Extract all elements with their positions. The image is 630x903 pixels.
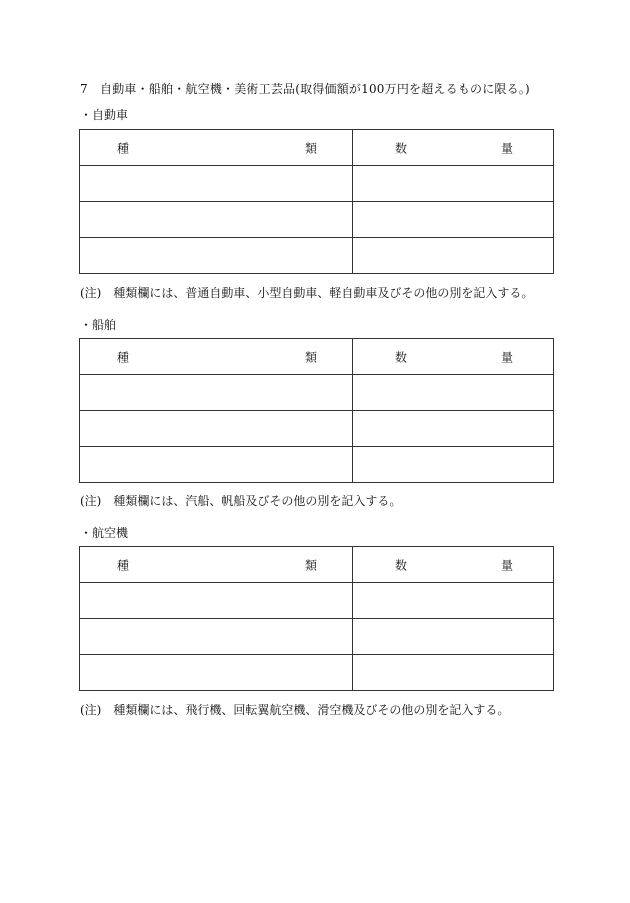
table-header-row bbox=[80, 547, 554, 583]
type-cell[interactable] bbox=[80, 619, 353, 655]
column-header-quantity-char-1: 数 bbox=[395, 350, 408, 364]
table-row bbox=[80, 238, 554, 274]
quantity-cell[interactable] bbox=[353, 166, 554, 202]
section-title-automobile: ・自動車 bbox=[80, 108, 129, 122]
table-row bbox=[80, 655, 554, 691]
column-header-type-char-2: 類 bbox=[305, 350, 318, 364]
type-cell[interactable] bbox=[80, 583, 353, 619]
column-header-type-char-2: 類 bbox=[305, 558, 318, 572]
section-title-ship: ・船舶 bbox=[80, 318, 117, 332]
column-header-type-char-1: 種 bbox=[117, 141, 130, 155]
type-cell[interactable] bbox=[80, 238, 353, 274]
quantity-cell[interactable] bbox=[353, 238, 554, 274]
column-header-type-char-1: 種 bbox=[117, 558, 130, 572]
ship-table bbox=[79, 338, 554, 483]
automobile-table bbox=[79, 129, 554, 274]
quantity-cell[interactable] bbox=[353, 202, 554, 238]
column-header-type-char-2: 類 bbox=[305, 141, 318, 155]
quantity-cell[interactable] bbox=[353, 655, 554, 691]
column-header-quantity-char-1: 数 bbox=[395, 558, 408, 572]
table-row bbox=[80, 202, 554, 238]
aircraft-table bbox=[79, 546, 554, 691]
quantity-cell[interactable] bbox=[353, 375, 554, 411]
note-aircraft: (注) 種類欄には、飛行機、回転翼航空機、滑空機及びその他の別を記入する。 bbox=[80, 703, 510, 717]
column-header-quantity bbox=[353, 130, 554, 166]
table-row bbox=[80, 411, 554, 447]
section-title-aircraft: ・航空機 bbox=[80, 526, 129, 540]
type-cell[interactable] bbox=[80, 411, 353, 447]
table-header-row bbox=[80, 130, 554, 166]
column-header-quantity-char-1: 数 bbox=[395, 141, 408, 155]
table-header-row bbox=[80, 339, 554, 375]
column-header-type bbox=[80, 339, 353, 375]
quantity-cell[interactable] bbox=[353, 619, 554, 655]
table-row bbox=[80, 447, 554, 483]
table-row bbox=[80, 375, 554, 411]
note-automobile: (注) 種類欄には、普通自動車、小型自動車、軽自動車及びその他の別を記入する。 bbox=[80, 286, 534, 300]
table-row bbox=[80, 619, 554, 655]
column-header-type bbox=[80, 547, 353, 583]
quantity-cell[interactable] bbox=[353, 583, 554, 619]
type-cell[interactable] bbox=[80, 202, 353, 238]
column-header-quantity bbox=[353, 547, 554, 583]
type-cell[interactable] bbox=[80, 655, 353, 691]
type-cell[interactable] bbox=[80, 166, 353, 202]
column-header-quantity-char-2: 量 bbox=[501, 350, 514, 364]
table-row bbox=[80, 583, 554, 619]
table-row bbox=[80, 166, 554, 202]
column-header-quantity bbox=[353, 339, 554, 375]
column-header-type-char-1: 種 bbox=[117, 350, 130, 364]
quantity-cell[interactable] bbox=[353, 411, 554, 447]
note-ship: (注) 種類欄には、汽船、帆船及びその他の別を記入する。 bbox=[80, 494, 402, 508]
quantity-cell[interactable] bbox=[353, 447, 554, 483]
type-cell[interactable] bbox=[80, 447, 353, 483]
column-header-type bbox=[80, 130, 353, 166]
page-heading: 7 自動車・船舶・航空機・美術工芸品(取得価額が100万円を超えるものに限る。) bbox=[80, 82, 530, 96]
column-header-quantity-char-2: 量 bbox=[501, 141, 514, 155]
type-cell[interactable] bbox=[80, 375, 353, 411]
column-header-quantity-char-2: 量 bbox=[501, 558, 514, 572]
